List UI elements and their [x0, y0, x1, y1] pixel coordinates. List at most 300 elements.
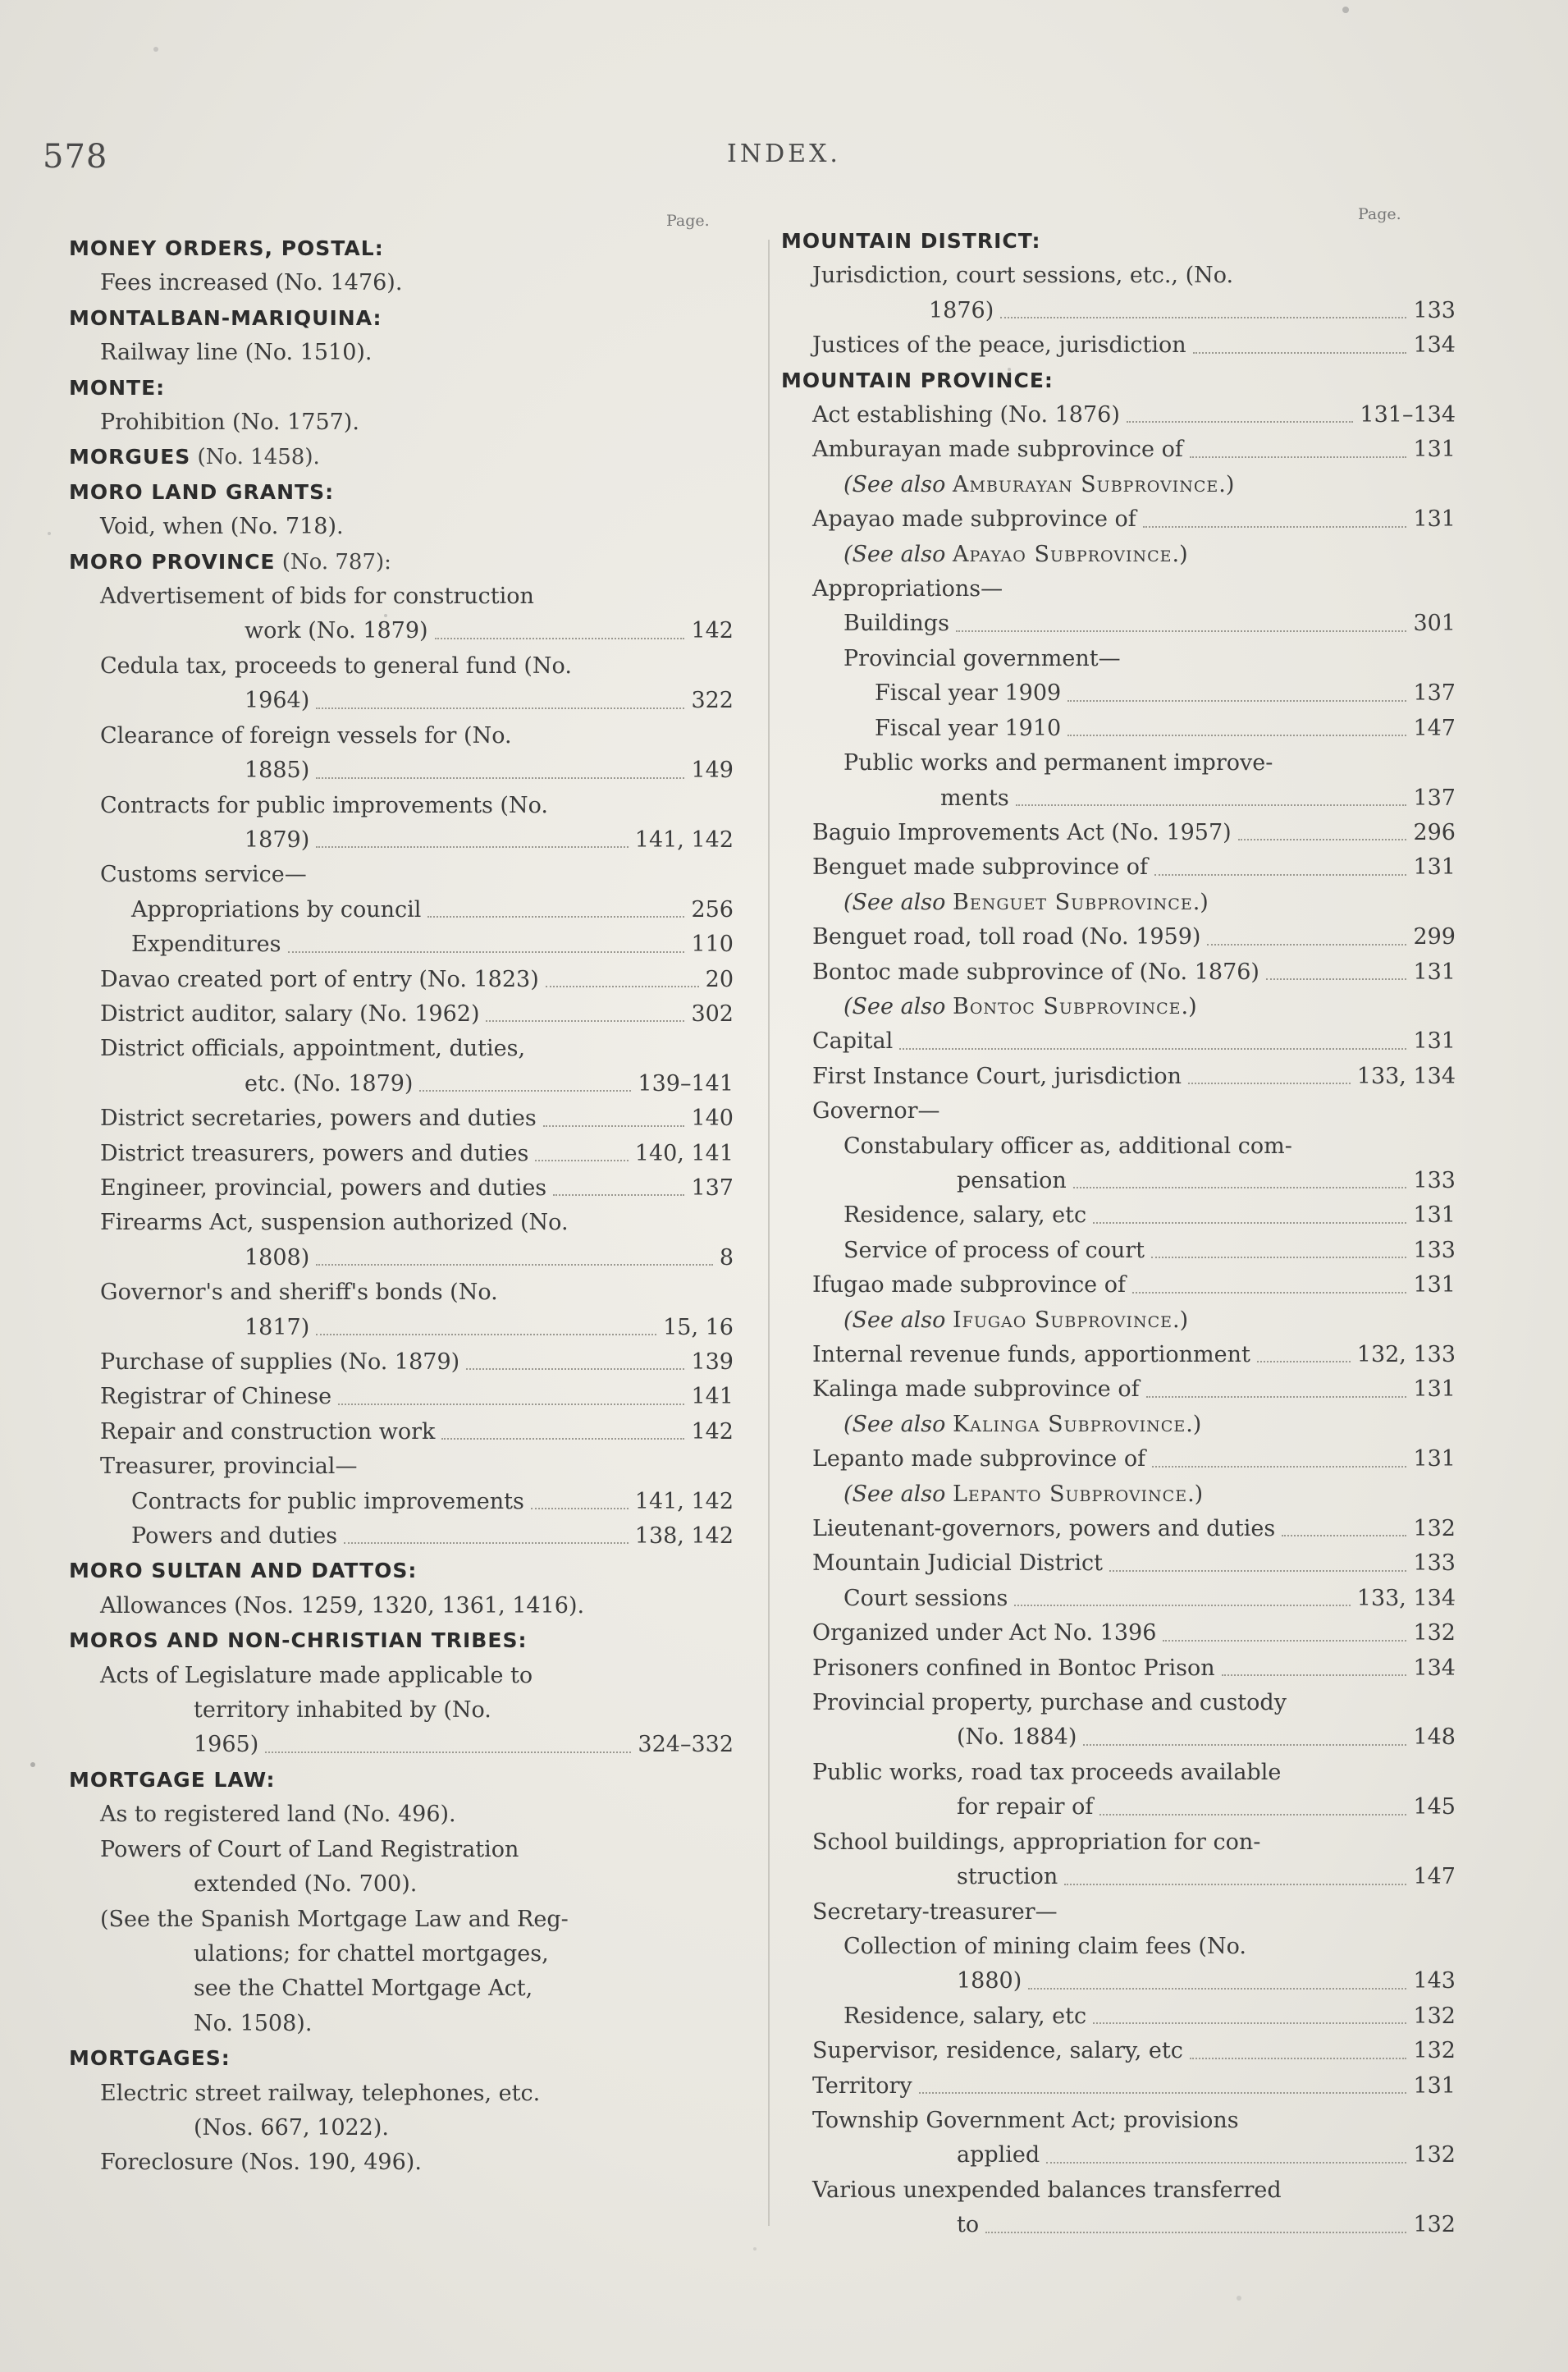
entry-text: Service of process of court: [843, 1237, 1145, 1263]
entry-text: (See also: [843, 1481, 953, 1507]
leader-dots: [546, 984, 699, 987]
index-entry: [69, 1797, 734, 1832]
index-column-left: [69, 231, 734, 2181]
entry-text: Purchase of supplies (No. 1879): [100, 1349, 460, 1375]
index-entry: [69, 927, 734, 962]
leader-dots: [316, 845, 629, 848]
entry-text: Secretary-treasurer—: [812, 1898, 1058, 1925]
entry-text: Amburayan made subprovince of: [812, 437, 1183, 463]
page-reference: 132: [1413, 2142, 1456, 2168]
index-entry: [781, 1164, 1456, 1198]
entry-text: Repair and construction work: [100, 1418, 436, 1445]
index-entry: [69, 1903, 734, 1937]
entry-text: Foreclosure (Nos. 190, 496).: [100, 2150, 422, 2176]
page-reference: 149: [691, 758, 734, 784]
leader-dots: [535, 1158, 629, 1161]
cross-reference: Ifugao Subprovince: [953, 1307, 1173, 1333]
cross-reference-end: .): [1192, 889, 1209, 915]
page-reference: 134: [1413, 1655, 1456, 1681]
page-reference: 15, 16: [663, 1314, 734, 1340]
leader-dots: [1083, 1742, 1406, 1746]
leader-dots: [316, 1332, 656, 1335]
index-entry: [781, 1408, 1456, 1442]
page-reference: 147: [1413, 1864, 1456, 1890]
index-entry: [69, 1275, 734, 1310]
leader-dots: [899, 1046, 1406, 1050]
index-entry: [69, 753, 734, 788]
leader-dots: [466, 1367, 684, 1370]
index-entry: [781, 1234, 1456, 1268]
index-entry: [781, 781, 1456, 816]
page-reference: 132: [1413, 2038, 1456, 2064]
leader-dots: [265, 1750, 631, 1753]
leader-dots: [553, 1193, 684, 1196]
entry-text: Collection of mining claim fees (No.: [843, 1933, 1246, 1959]
entry-text: 1880): [957, 1968, 1022, 1994]
entry-text: Allowances (Nos. 1259, 1320, 1361, 1416).: [100, 1592, 585, 1619]
index-entry: [69, 997, 734, 1032]
page-reference: 322: [691, 688, 734, 714]
page-reference: 132: [1413, 2003, 1456, 2029]
entry-text: etc. (No. 1879): [245, 1070, 414, 1097]
entry-text: First Instance Court, jurisdiction: [812, 1063, 1182, 1089]
page-reference: 132: [1413, 1516, 1456, 1542]
index-entry: [781, 1129, 1456, 1164]
entry-text: Mountain Judicial District: [812, 1550, 1103, 1577]
leader-dots: [441, 1436, 684, 1440]
leader-dots: [316, 706, 684, 709]
entry-text: Lepanto made subprovince of: [812, 1446, 1146, 1472]
page-reference: 139–141: [638, 1070, 734, 1097]
entry-text: Jurisdiction, court sessions, etc., (No.: [812, 263, 1234, 289]
page-reference: 132, 133: [1356, 1342, 1456, 1367]
index-entry: [781, 1060, 1456, 1094]
entry-text: (See also: [843, 541, 953, 567]
page-reference: 256: [691, 896, 734, 923]
page-reference: 133: [1413, 297, 1456, 323]
index-entry: [781, 1720, 1456, 1755]
entry-text: MORO LAND GRANTS:: [69, 479, 335, 504]
heading-act-reference: (No. 1458).: [190, 445, 320, 470]
index-entry: [781, 468, 1456, 502]
index-entry: [781, 433, 1456, 467]
page-reference: 147: [1413, 715, 1456, 741]
index-entry: [781, 676, 1456, 711]
entry-text: Baguio Improvements Act (No. 1957): [812, 819, 1232, 845]
leader-dots: [1151, 1255, 1406, 1258]
index-entry: [781, 1999, 1456, 2034]
entry-text: pensation: [957, 1167, 1067, 1193]
leader-dots: [427, 914, 684, 918]
entry-text: Capital: [812, 1028, 894, 1055]
leader-dots: [1046, 2160, 1406, 2164]
index-entry: [69, 2077, 734, 2111]
index-entry: [69, 614, 734, 648]
index-entry: [781, 1372, 1456, 1407]
leader-dots: [1238, 837, 1406, 840]
index-entry: [69, 1589, 734, 1623]
leader-dots: [1190, 2056, 1406, 2059]
leader-dots: [435, 636, 684, 639]
leader-dots: [543, 1124, 684, 1127]
page-reference: 133: [1413, 1237, 1456, 1263]
index-entry: [69, 1137, 734, 1171]
index-entry: [69, 1971, 734, 2006]
index-entry: [69, 1449, 734, 1484]
entry-text: Township Government Act; provisions: [812, 2107, 1239, 2133]
leader-dots: [1207, 942, 1406, 946]
entry-text: Residence, salary, etc: [843, 2003, 1087, 2029]
index-entry: [69, 1101, 734, 1136]
entry-text: Bontoc made subprovince of (No. 1876): [812, 959, 1259, 985]
entry-text: Cedula tax, proceeds to general fund (No.: [100, 653, 572, 679]
leader-dots: [344, 1541, 629, 1544]
leader-dots: [531, 1506, 629, 1509]
entry-text: Fees increased (No. 1476).: [100, 270, 403, 296]
index-entry: [69, 649, 734, 684]
index-heading: [69, 475, 734, 510]
index-entry: [781, 502, 1456, 537]
index-entry: [69, 2145, 734, 2180]
entry-text: Registrar of Chinese: [100, 1384, 332, 1410]
index-entry: [69, 893, 734, 927]
index-entry: [781, 746, 1456, 781]
entry-text: Void, when (No. 718).: [100, 514, 344, 540]
index-entry: [781, 642, 1456, 676]
index-heading: [69, 545, 734, 579]
index-entry: [69, 1867, 734, 1902]
index-entry: [781, 294, 1456, 328]
index-entry: [69, 266, 734, 300]
entry-text: Benguet made subprovince of: [812, 854, 1149, 881]
index-entry: [781, 1094, 1456, 1129]
page-reference: 133: [1413, 1550, 1456, 1577]
index-entry: [69, 2007, 734, 2041]
index-entry: [781, 1442, 1456, 1477]
cross-reference: Benguet Subprovince: [953, 889, 1193, 915]
page-reference: 299: [1413, 924, 1456, 950]
entry-text: MOUNTAIN PROVINCE:: [781, 368, 1054, 392]
entry-text: MOROS AND NON-CHRISTIAN TRIBES:: [69, 1628, 528, 1653]
entry-text: ments: [940, 785, 1009, 811]
index-entry: [781, 2208, 1456, 2242]
entry-text: Apayao made subprovince of: [812, 506, 1136, 533]
page-reference: 131: [1413, 506, 1456, 533]
entry-text: 1885): [245, 758, 310, 784]
index-entry: [69, 1728, 734, 1762]
index-entry: [69, 789, 734, 823]
index-entry: [781, 955, 1456, 990]
index-entry: [781, 1860, 1456, 1894]
entry-text: Governor's and sheriff's bonds (No.: [100, 1280, 498, 1306]
entry-text: (See also: [843, 889, 953, 915]
index-entry: [69, 1485, 734, 1519]
entry-text: Various unexpended balances transferred: [812, 2177, 1282, 2203]
index-heading: [69, 1623, 734, 1658]
entry-text: MONTALBAN-MARIQUINA:: [69, 305, 382, 330]
page-reference: 8: [719, 1244, 734, 1271]
index-entry: [781, 990, 1456, 1024]
leader-dots: [1266, 977, 1406, 980]
leader-dots: [1067, 733, 1406, 736]
index-entry: [69, 1206, 734, 1240]
page-reference: 141, 142: [634, 827, 734, 853]
entry-text: School buildings, appropriation for con-: [812, 1829, 1261, 1855]
leader-dots: [288, 950, 684, 953]
entry-text: Supervisor, residence, salary, etc: [812, 2038, 1183, 2064]
page-reference: 131: [1413, 1376, 1456, 1403]
entry-text: Kalinga made subprovince of: [812, 1376, 1140, 1403]
index-entry: [781, 2138, 1456, 2173]
index-entry: [781, 1477, 1456, 1512]
leader-dots: [419, 1088, 631, 1092]
index-heading: [69, 301, 734, 336]
page-reference: 131: [1413, 437, 1456, 463]
entry-text: Powers of Court of Land Registration: [100, 1836, 519, 1862]
entry-text: MORO SULTAN AND DATTOS:: [69, 1559, 418, 1583]
index-entry: [781, 1512, 1456, 1546]
entry-text: MORTGAGES:: [69, 2046, 231, 2071]
cross-reference-end: .): [1218, 471, 1235, 497]
entry-text: Contracts for public improvements: [131, 1488, 524, 1514]
leader-dots: [316, 1262, 713, 1266]
entry-text: Internal revenue funds, apportionment: [812, 1342, 1250, 1367]
entry-text: District secretaries, powers and duties: [100, 1106, 537, 1132]
entry-text: MORO PROVINCE: [69, 549, 276, 574]
page-number: 578: [43, 138, 108, 176]
leader-dots: [1152, 1464, 1406, 1468]
index-entry: [69, 858, 734, 892]
entry-text: Electric street railway, telephones, etc.: [100, 2080, 541, 2106]
entry-text: MORGUES: [69, 445, 191, 469]
leader-dots: [956, 629, 1406, 632]
index-entry: [69, 1693, 734, 1728]
index-entry: [781, 1895, 1456, 1930]
entry-text: Advertisement of bids for construction: [100, 584, 534, 610]
cross-reference-end: .): [1172, 541, 1188, 567]
index-entry: [781, 607, 1456, 641]
index-entry: [781, 2034, 1456, 2068]
leader-dots: [1000, 315, 1406, 318]
index-entry: [781, 538, 1456, 572]
entry-text: 1876): [929, 297, 994, 323]
index-entry: [69, 510, 734, 544]
entry-text: Customs service—: [100, 862, 307, 888]
cross-reference: Kalinga Subprovince: [953, 1411, 1186, 1437]
leader-dots: [1014, 1603, 1351, 1606]
entry-text: for repair of: [957, 1794, 1094, 1820]
cross-reference-end: .): [1187, 1481, 1204, 1507]
entry-text: District officials, appointment, duties,: [100, 1036, 526, 1062]
entry-text: Railway line (No. 1510).: [100, 340, 373, 366]
page-reference: 301: [1413, 611, 1456, 637]
index-entry: [781, 1024, 1456, 1059]
index-entry: [781, 2173, 1456, 2208]
index-entry: [69, 1415, 734, 1449]
index-entry: [781, 1268, 1456, 1303]
page-reference: 131: [1413, 959, 1456, 985]
index-entry: [69, 823, 734, 858]
page-column-label-left: Page.: [666, 212, 710, 230]
index-entry: [781, 1198, 1456, 1233]
entry-text: territory inhabited by (No.: [194, 1697, 491, 1724]
entry-text: Powers and duties: [131, 1523, 338, 1550]
index-entry: [781, 886, 1456, 920]
index-entry: [781, 1338, 1456, 1372]
entry-text: 1965): [194, 1732, 259, 1758]
entry-text: (See also: [843, 1307, 953, 1333]
page-reference: 131–134: [1360, 402, 1456, 428]
index-entry: [69, 1519, 734, 1554]
index-entry: [69, 1067, 734, 1101]
page-reference: 133, 134: [1356, 1585, 1456, 1611]
page-reference: 143: [1413, 1968, 1456, 1994]
page-reference: 142: [691, 618, 734, 644]
leader-dots: [1193, 350, 1406, 354]
leader-dots: [1109, 1568, 1406, 1572]
index-heading: [69, 1763, 734, 1797]
page-reference: 131: [1413, 1446, 1456, 1472]
index-entry: [781, 850, 1456, 885]
cross-reference-end: .): [1172, 1307, 1189, 1333]
entry-text: MOUNTAIN DISTRICT:: [781, 229, 1041, 253]
index-entry: [781, 1546, 1456, 1581]
page-reference: 139: [691, 1349, 734, 1375]
index-entry: [781, 816, 1456, 850]
index-entry: [69, 1345, 734, 1380]
page-reference: 20: [705, 966, 734, 992]
index-entry: [781, 1686, 1456, 1720]
page-reference: 134: [1413, 332, 1456, 359]
index-entry: [781, 1930, 1456, 1964]
page-reference: 133: [1413, 1167, 1456, 1193]
index-entry: [69, 1032, 734, 1066]
index-entry: [781, 259, 1456, 293]
index-entry: [781, 1790, 1456, 1825]
index-entry: [69, 1241, 734, 1275]
running-head: INDEX.: [727, 140, 841, 168]
leader-dots: [1064, 1882, 1406, 1885]
entry-text: (See the Spanish Mortgage Law and Reg-: [100, 1906, 569, 1932]
entry-text: MONEY ORDERS, POSTAL:: [69, 236, 384, 260]
entry-text: Contracts for public improvements (No.: [100, 792, 548, 818]
entry-text: Engineer, provincial, powers and duties: [100, 1175, 547, 1201]
leader-dots: [338, 1402, 684, 1405]
page-column-label-right: Page.: [1358, 205, 1401, 223]
entry-text: 1817): [245, 1314, 310, 1340]
leader-dots: [1073, 1185, 1406, 1188]
leader-dots: [1093, 2021, 1406, 2024]
index-entry: [781, 712, 1456, 746]
index-entry: [781, 572, 1456, 607]
heading-act-reference: (No. 787):: [275, 549, 391, 575]
cross-reference-end: .): [1181, 993, 1197, 1019]
index-entry: [781, 1756, 1456, 1790]
entry-text: see the Chattel Mortgage Act,: [194, 1976, 533, 2002]
index-entry: [781, 1964, 1456, 1999]
entry-text: work (No. 1879): [245, 618, 428, 644]
entry-text: to: [957, 2212, 980, 2238]
page-reference: 141: [691, 1384, 734, 1410]
entry-text: Justices of the peace, jurisdiction: [812, 332, 1186, 359]
index-entry: [69, 1833, 734, 1867]
leader-dots: [1099, 1812, 1406, 1816]
leader-dots: [919, 2090, 1406, 2094]
leader-dots: [1028, 1986, 1406, 1990]
entry-text: Buildings: [843, 611, 949, 637]
index-entry: [69, 579, 734, 614]
page-reference: 131: [1413, 1028, 1456, 1055]
index-entry: [781, 1616, 1456, 1651]
index-entry: [69, 336, 734, 370]
page-reference: 324–332: [638, 1732, 734, 1758]
entry-text: (See also: [843, 1411, 953, 1437]
entry-text: Clearance of foreign vessels for (No.: [100, 722, 512, 749]
leader-dots: [1163, 1638, 1406, 1642]
cross-reference: Bontoc Subprovince: [953, 993, 1182, 1019]
cross-reference: Amburayan Subprovince: [953, 471, 1219, 497]
page-reference: 141, 142: [634, 1488, 734, 1514]
entry-text: Davao created port of entry (No. 1823): [100, 966, 539, 992]
index-heading: [69, 1554, 734, 1588]
entry-text: Appropriations—: [812, 576, 1003, 602]
entry-text: Act establishing (No. 1876): [812, 402, 1120, 428]
page-reference: 133, 134: [1356, 1063, 1456, 1089]
entry-text: Appropriations by council: [131, 896, 422, 923]
leader-dots: [985, 2230, 1406, 2233]
entry-text: extended (No. 700).: [194, 1871, 418, 1898]
index-entry: [781, 328, 1456, 363]
page-reference: 296: [1413, 819, 1456, 845]
page-reference: 140, 141: [634, 1140, 734, 1166]
entry-text: Firearms Act, suspension authorized (No.: [100, 1210, 569, 1236]
leader-dots: [1016, 803, 1406, 806]
entry-text: MORTGAGE LAW:: [69, 1767, 276, 1792]
index-heading: [69, 231, 734, 266]
entry-text: 1879): [245, 827, 310, 853]
page-reference: 302: [691, 1001, 734, 1027]
leader-dots: [1143, 524, 1406, 528]
entry-text: Prisoners confined in Bontoc Prison: [812, 1655, 1215, 1681]
entry-text: Public works, road tax proceeds available: [812, 1759, 1282, 1785]
entry-text: Court sessions: [843, 1585, 1008, 1611]
cross-reference-end: .): [1186, 1411, 1202, 1437]
entry-text: Acts of Legislature made applicable to: [100, 1662, 533, 1688]
leader-dots: [1132, 1290, 1406, 1294]
page-reference: 142: [691, 1418, 734, 1445]
leader-dots: [1093, 1220, 1406, 1224]
index-entry: [781, 1303, 1456, 1338]
entry-text: ulations; for chattel mortgages,: [194, 1940, 549, 1967]
index-entry: [781, 1825, 1456, 1860]
leader-dots: [1282, 1533, 1406, 1536]
leader-dots: [1222, 1673, 1406, 1676]
index-entry: [69, 719, 734, 753]
page-reference: 145: [1413, 1794, 1456, 1820]
leader-dots: [1127, 419, 1353, 423]
index-entry: [69, 963, 734, 997]
page-reference: 131: [1413, 1202, 1456, 1229]
entry-text: Residence, salary, etc: [843, 1202, 1087, 1229]
index-column-right: [781, 224, 1456, 2243]
page-reference: 137: [1413, 785, 1456, 811]
entry-text: No. 1508).: [194, 2010, 313, 2036]
index-entry: [69, 1171, 734, 1206]
entry-text: District treasurers, powers and duties: [100, 1140, 529, 1166]
page-reference: 138, 142: [634, 1523, 734, 1550]
entry-text: Ifugao made subprovince of: [812, 1272, 1126, 1298]
entry-text: 1964): [245, 688, 310, 714]
